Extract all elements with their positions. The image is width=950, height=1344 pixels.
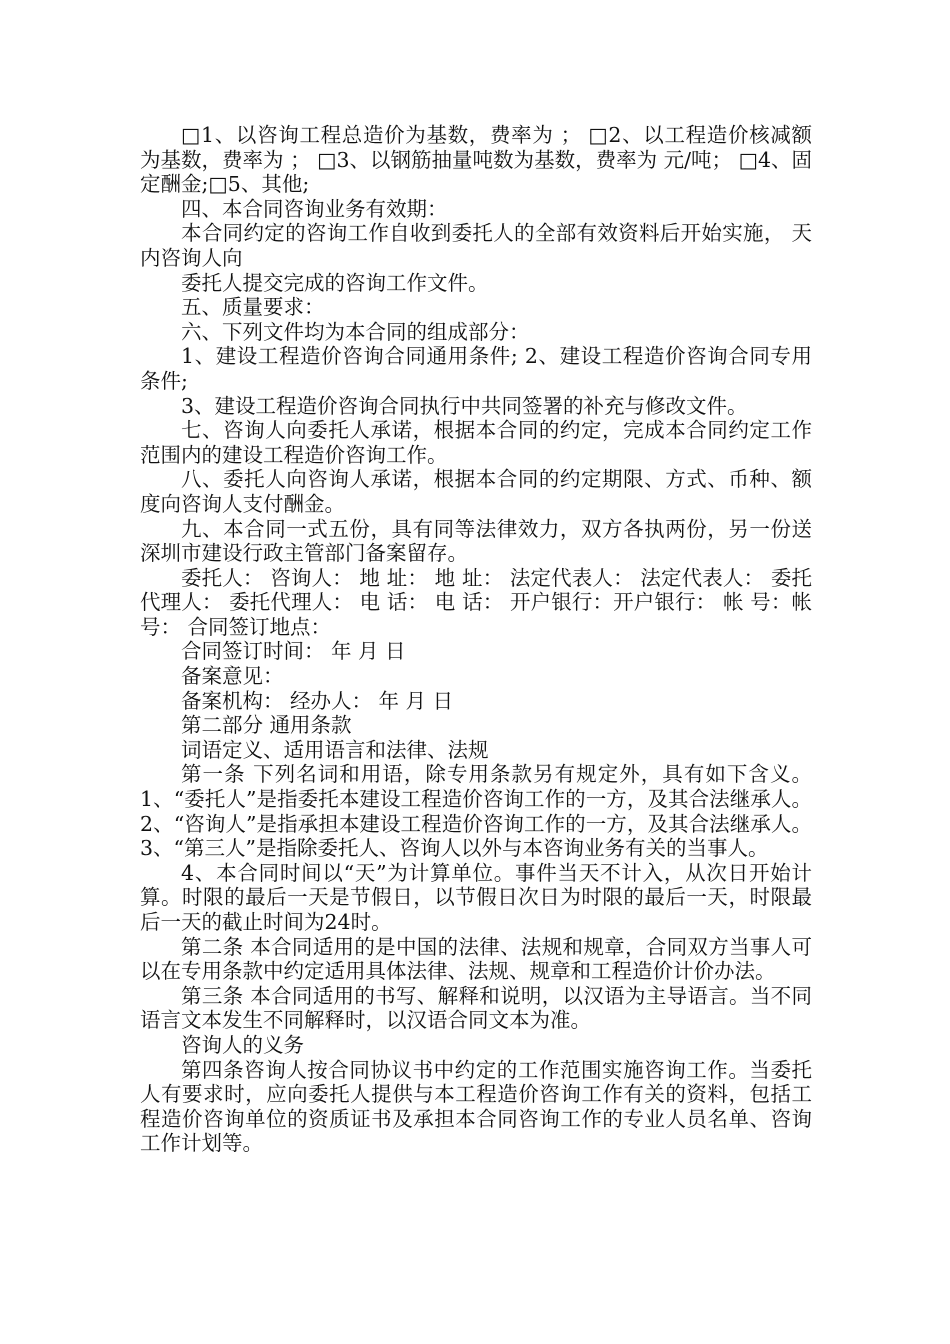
- heading-contract-documents: 六、下列文件均为本合同的组成部分：: [181, 319, 530, 344]
- paragraph-validity-submit: 委托人提交完成的咨询工作文件。: [181, 270, 489, 295]
- heading-part-two: 第二部分 通用条款: [181, 713, 352, 738]
- heading-definitions: 词语定义、适用语言和法律、法规: [181, 737, 489, 762]
- paragraph-article-1: 第一条 下列名词和用语，除专用条款另有规定外，具有如下含义。 1、“委托人”是指委托本建设工程造价咨询工作的一方，及其合法继承人。2、“咨询人”是指承担本建设工程造价咨询工作的一方，及其合法继承人。 3、“第三人”是指除委托人、咨询人以外与本咨询业务有关的当事人。: [140, 762, 812, 861]
- paragraph-article-3: 第三条 本合同适用的书写、解释和说明，以汉语为主导语言。当不同语言文本发生不同解释时，以汉语合同文本为准。: [140, 983, 812, 1033]
- heading-quality-requirements: 五、质量要求：: [181, 295, 325, 320]
- paragraph-article-4: 第四条咨询人按合同协议书中约定的工作范围实施咨询工作。当委托人有要求时，应向委托人提供与本工程造价咨询工作有关的资料，包括工程造价咨询单位的资质证书及承担本合同咨询工作的专业人员名单、咨询工作计划等。: [140, 1057, 812, 1156]
- paragraph-article-1-item-4: 4、本合同时间以“天”为计算单位。事件当天不计入，从次日开始计算。时限的最后一天是节假日，以节假日次日为时限的最后一天，时限最后一天的截止时间为24时。: [140, 860, 812, 934]
- paragraph-article-2: 第二条 本合同适用的是中国的法律、法规和规章，合同双方当事人可以在专用条款中约定适用具体法律、法规、规章和工程造价计价办法。: [140, 934, 812, 984]
- paragraph-filing-opinion: 备案意见：: [181, 664, 284, 689]
- paragraph-signing-date: 合同签订时间： 年 月 日: [181, 639, 406, 664]
- paragraph-client-commitment: 八、委托人向咨询人承诺，根据本合同的约定期限、方式、币种、额度向咨询人支付酬金。: [140, 467, 812, 516]
- paragraph-contract-documents-3: 3、建设工程造价咨询合同执行中共同签署的补充与修改文件。: [181, 393, 748, 418]
- paragraph-signature-fields: 委托人： 咨询人： 地 址： 地 址： 法定代表人： 法定代表人： 委托代理人： 委托代理人： 电 话： 电 话： 开户银行：开户银行： 帐 号：帐 号： 合同签订地点：: [140, 565, 812, 639]
- paragraph-validity-start: 本合同约定的咨询工作自收到委托人的全部有效资料后开始实施， 天内咨询人向: [140, 221, 812, 270]
- paragraph-fee-options: □1、以咨询工程总造价为基数，费率为 ； □2、以工程造价核减额为基数，费率为 ； □3、以钢筋抽量吨数为基数，费率为 元/吨； □4、固定酬金;□5、其他;: [140, 123, 812, 197]
- paragraph-consultant-commitment: 七、咨询人向委托人承诺，根据本合同的约定，完成本合同约定工作范围内的建设工程造价咨询工作。: [140, 418, 812, 467]
- paragraph-filing-agency: 备案机构： 经办人： 年 月 日: [181, 688, 454, 713]
- paragraph-copies: 九、本合同一式五份，具有同等法律效力，双方各执两份，另一份送深圳市建设行政主管部门备案留存。: [140, 516, 812, 566]
- heading-validity-period: 四、本合同咨询业务有效期：: [181, 196, 448, 221]
- paragraph-contract-documents-1-2: 1、建设工程造价咨询合同通用条件; 2、建设工程造价咨询合同专用条件;: [140, 344, 812, 393]
- document-body: [140, 123, 812, 1156]
- heading-consultant-obligations: 咨询人的义务: [181, 1032, 304, 1057]
